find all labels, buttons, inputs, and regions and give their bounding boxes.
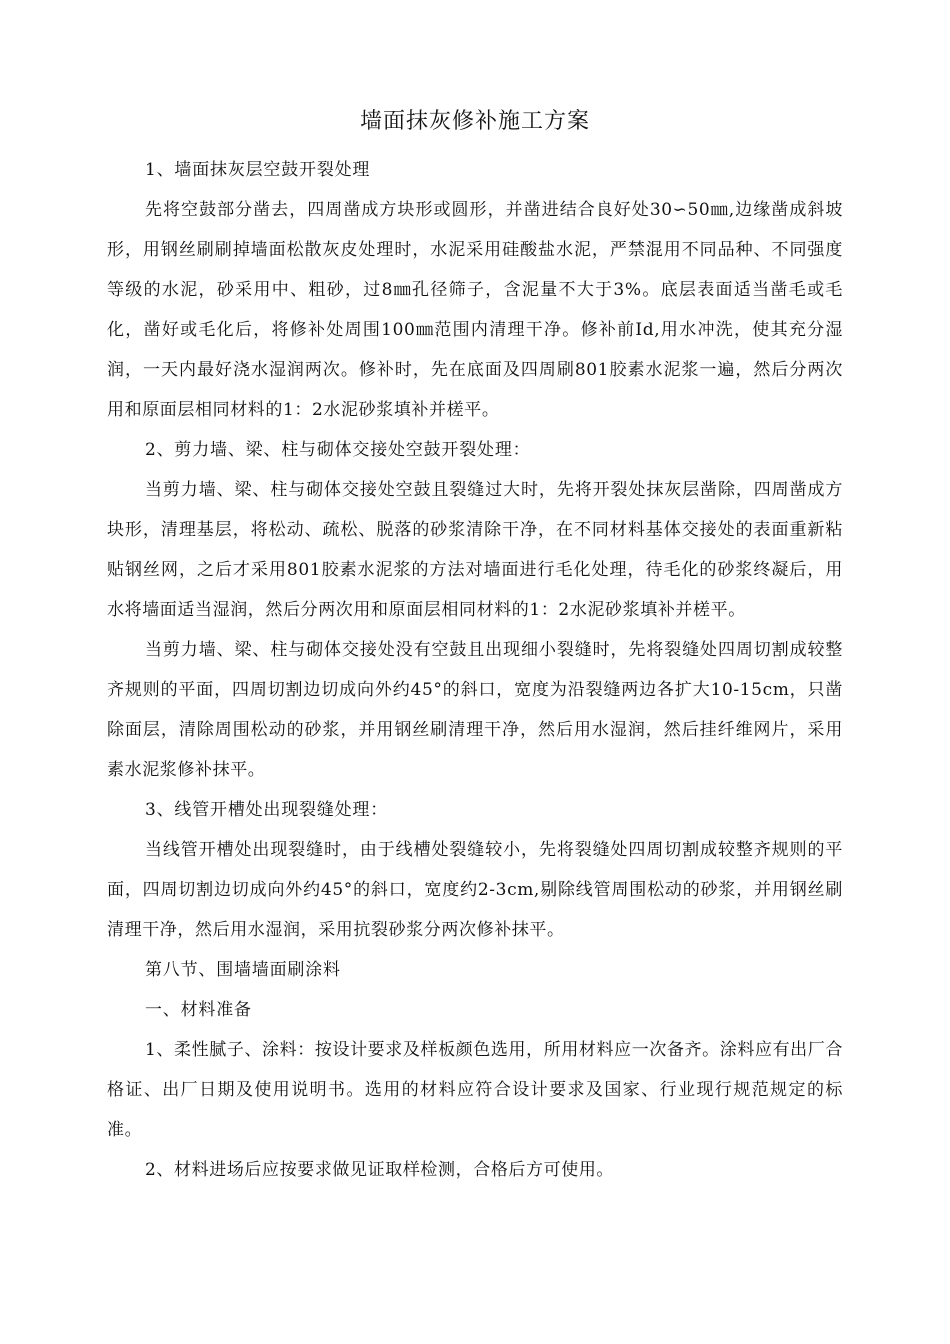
body-paragraph: 1、柔性腻子、涂料：按设计要求及样板颜色选用，所用材料应一次备齐。涂料应有出厂合格证、出厂日期及使用说明书。选用的材料应符合设计要求及国家、行业现行规范规定的标准。 xyxy=(107,1040,843,1140)
section-heading-1: 1、墙面抹灰层空鼓开裂处理 xyxy=(145,160,371,180)
section-heading-3: 3、线管开槽处出现裂缝处理： xyxy=(145,800,389,820)
body-paragraph: 先将空鼓部分凿去，四周凿成方块形或圆形，并凿进结合良好处30∽50㎜,边缘凿成斜坡形，用钢丝刷刷掉墙面松散灰皮处理时，水泥采用硅酸盐水泥，严禁混用不同品种、不同强度等级的水泥，砂采用中、粗砂，过8㎜孔径筛子，含泥量不大于3%。底层表面适当凿毛或毛化，凿好或毛化后，将修补处周围100㎜范围内清理干净。修补前Id,用水冲洗，使其充分湿润，一天内最好浇水湿润两次。修补时，先在底面及四周刷801胶素水泥浆一遍，然后分两次用和原面层相同材料的1：2水泥砂浆填补并槎平。 xyxy=(107,200,843,420)
document-title: 墙面抹灰修补施工方案 xyxy=(359,109,590,134)
chapter-heading: 第八节、围墙墙面刷涂料 xyxy=(145,960,341,980)
body-paragraph: 2、材料进场后应按要求做见证取样检测，合格后方可使用。 xyxy=(145,1160,615,1180)
body-paragraph: 当线管开槽处出现裂缝时，由于线槽处裂缝较小，先将裂缝处四周切割成较整齐规则的平面，四周切割边切成向外约45°的斜口，宽度约2-3cm,剔除线管周围松动的砂浆，并用钢丝刷清理干净，然后用水湿润，采用抗裂砂浆分两次修补抹平。 xyxy=(107,840,843,940)
body-paragraph: 当剪力墙、梁、柱与砌体交接处空鼓且裂缝过大时，先将开裂处抹灰层凿除，四周凿成方块形，清理基层，将松动、疏松、脱落的砂浆清除干净，在不同材料基体交接处的表面重新粘贴钢丝网，之后才采用801胶素水泥浆的方法对墙面进行毛化处理，待毛化的砂浆终凝后，用水将墙面适当湿润，然后分两次用和原面层相同材料的1：2水泥砂浆填补并槎平。 xyxy=(107,480,843,620)
section-heading-2: 2、剪力墙、梁、柱与砌体交接处空鼓开裂处理： xyxy=(145,440,531,460)
body-paragraph: 当剪力墙、梁、柱与砌体交接处没有空鼓且出现细小裂缝时，先将裂缝处四周切割成较整齐规则的平面，四周切割边切成向外约45°的斜口，宽度为沿裂缝两边各扩大10-15cm，只凿除面层，清除周围松动的砂浆，并用钢丝刷清理干净，然后用水湿润，然后挂纤维网片，采用素水泥浆修补抹平。 xyxy=(107,640,843,780)
document-body xyxy=(107,150,843,1190)
subsection-heading: 一、材料准备 xyxy=(145,1000,252,1020)
